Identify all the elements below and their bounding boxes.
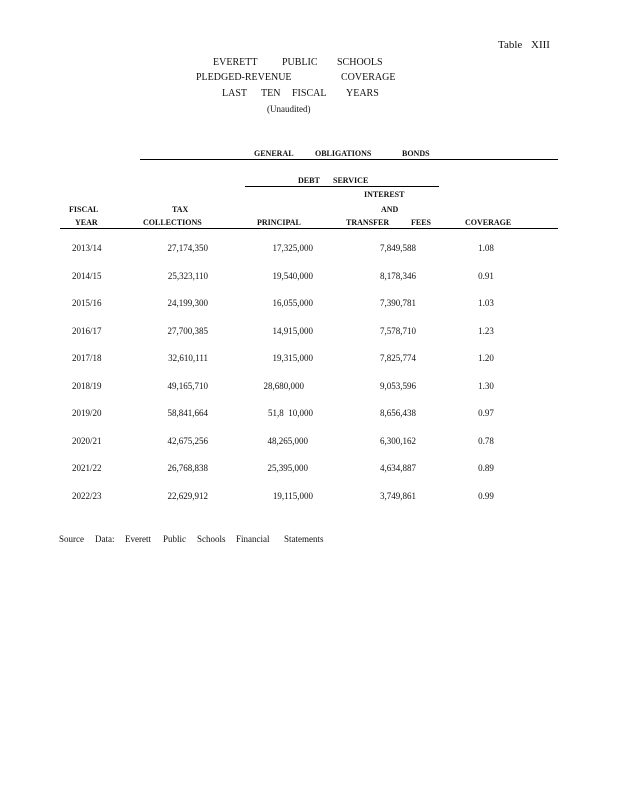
cell-coverage: 0.97 [478,408,494,418]
cell-coverage: 1.08 [478,243,494,253]
cell-coverage: 0.91 [478,271,494,281]
cell-principal: 51,8 10,000 [268,408,313,418]
group-header-word: OBLIGATIONS [315,149,372,158]
cell-tax: 58,841,664 [167,408,208,418]
cell-coverage: 0.99 [478,491,494,501]
and-header: AND [381,205,399,214]
debt-service-word: DEBT [298,176,320,185]
cell-principal: 17,325,000 [272,243,313,253]
title-word: LAST [222,88,247,99]
title-word: YEARS [346,88,379,99]
fees-header: FEES [411,218,432,227]
cell-year: 2021/22 [72,463,102,473]
cell-year: 2014/15 [72,271,102,281]
cell-coverage: 1.23 [478,326,494,336]
cell-tax: 25,323,110 [167,271,208,281]
cell-tax: 24,199,300 [167,298,208,308]
tax-header: TAX [172,205,189,214]
cell-year: 2016/17 [72,326,102,336]
header-rule-bottom [60,228,558,229]
title-word: TEN [261,88,281,99]
title-word: SCHOOLS [337,57,383,68]
cell-interest: 7,849,588 [380,243,416,253]
cell-coverage: 1.30 [478,381,494,391]
source-word: Schools [197,534,226,544]
source-word: Public [163,534,187,544]
cell-principal: 16,055,000 [272,298,313,308]
cell-interest: 7,578,710 [380,326,416,336]
source-word: Source [59,534,84,544]
cell-interest: 4,634,887 [380,463,416,473]
coverage-header: COVERAGE [465,218,512,227]
cell-coverage: 1.03 [478,298,494,308]
header-rule-top [140,159,558,160]
cell-tax: 42,675,256 [167,436,208,446]
cell-interest: 9,053,596 [380,381,416,391]
cell-principal: 14,915,000 [272,326,313,336]
cell-coverage: 1.20 [478,353,494,363]
cell-year: 2018/19 [72,381,102,391]
cell-principal: 28,680,000 [263,381,304,391]
cell-year: 2017/18 [72,353,102,363]
title-word: COVERAGE [341,72,396,83]
cell-principal: 19,115,000 [272,491,313,501]
interest-header: INTEREST [364,190,405,199]
year-header: YEAR [75,218,98,227]
cell-principal: 19,315,000 [272,353,313,363]
cell-coverage: 0.89 [478,463,494,473]
source-word: Financial [236,534,270,544]
cell-principal: 25,395,000 [267,463,308,473]
cell-interest: 8,656,438 [380,408,416,418]
cell-tax: 26,768,838 [167,463,208,473]
cell-interest: 6,300,162 [380,436,416,446]
cell-principal: 19,540,000 [272,271,313,281]
cell-year: 2019/20 [72,408,102,418]
collections-header: COLLECTIONS [143,218,202,227]
source-word: Statements [284,534,324,544]
title-word: FISCAL [292,88,327,99]
cell-year: 2015/16 [72,298,102,308]
cell-year: 2013/14 [72,243,102,253]
cell-tax: 27,700,385 [167,326,208,336]
group-header-word: GENERAL [254,149,294,158]
source-word: Everett [125,534,151,544]
debt-service-rule [245,186,439,187]
principal-header: PRINCIPAL [257,218,301,227]
unaudited-note: (Unaudited) [267,104,311,114]
cell-year: 2022/23 [72,491,102,501]
cell-interest: 7,390,781 [380,298,416,308]
cell-interest: 3,749,861 [380,491,416,501]
cell-year: 2020/21 [72,436,102,446]
transfer-header: TRANSFER [346,218,390,227]
cell-tax: 32,610,111 [168,353,208,363]
title-word: EVERETT [213,57,258,68]
cell-principal: 48,265,000 [267,436,308,446]
cell-interest: 7,825,774 [380,353,416,363]
cell-coverage: 0.78 [478,436,494,446]
title-word: PLEDGED-REVENUE [196,72,292,83]
cell-tax: 27,174,350 [167,243,208,253]
cell-tax: 49,165,710 [167,381,208,391]
title-word: PUBLIC [282,57,318,68]
source-word: Data: [95,534,115,544]
group-header-word: BONDS [402,149,430,158]
fiscal-header: FISCAL [69,205,99,214]
table-label-number: XIII [531,39,550,51]
cell-tax: 22,629,912 [167,491,208,501]
debt-service-word: SERVICE [333,176,369,185]
cell-interest: 8,178,346 [380,271,416,281]
table-label-word: Table [498,39,523,51]
